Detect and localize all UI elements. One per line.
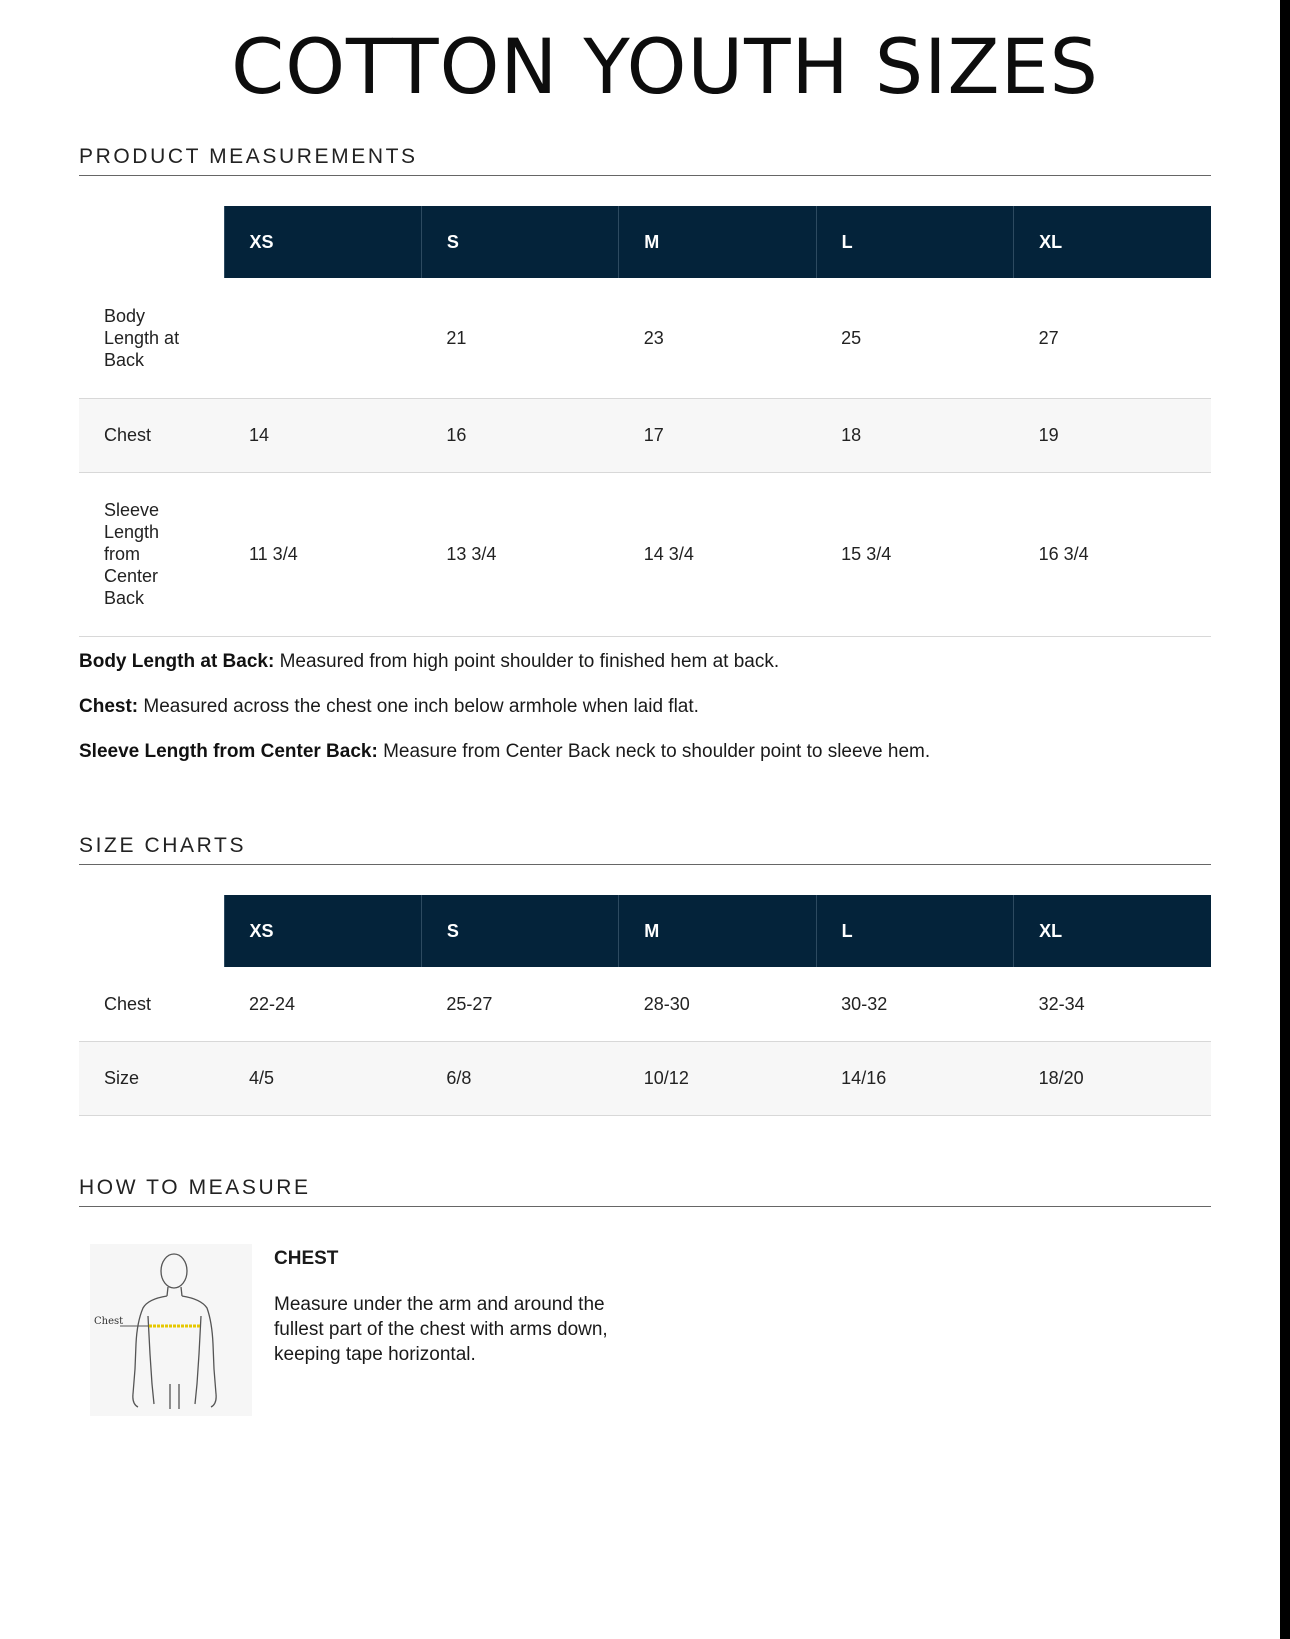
size-header-xl: XL xyxy=(1014,895,1211,967)
table-cell: 14/16 xyxy=(816,1041,1013,1115)
table-cell: 23 xyxy=(619,278,816,398)
row-label: Chest xyxy=(79,967,224,1041)
size-header-l: L xyxy=(816,206,1013,278)
body-outline-icon xyxy=(90,1244,252,1416)
table-cell: 25-27 xyxy=(421,967,618,1041)
product-measurements-heading: PRODUCT MEASUREMENTS xyxy=(79,145,1211,176)
chest-measure-title: CHEST xyxy=(274,1248,339,1269)
table-cell: 15 3/4 xyxy=(816,472,1013,636)
table-header-row xyxy=(79,895,1211,967)
table-cell: 21 xyxy=(421,278,618,398)
table-row xyxy=(79,967,1211,1041)
chest-measure-illustration xyxy=(90,1244,252,1416)
note-text: Measured from high point shoulder to finished hem at back. xyxy=(274,651,780,672)
size-header-xs: XS xyxy=(224,895,421,967)
table-cell: 27 xyxy=(1014,278,1211,398)
table-cell: 28-30 xyxy=(619,967,816,1041)
row-label: Size xyxy=(79,1041,224,1115)
note-chest xyxy=(79,696,1211,718)
size-header-m: M xyxy=(619,206,816,278)
table-row xyxy=(79,472,1211,636)
table-row xyxy=(79,398,1211,472)
table-cell: 17 xyxy=(619,398,816,472)
size-header-l: L xyxy=(816,895,1013,967)
figure-chest-label: Chest xyxy=(94,1316,124,1327)
size-header-s: S xyxy=(421,206,618,278)
how-to-measure-heading: HOW TO MEASURE xyxy=(79,1176,1211,1207)
table-cell xyxy=(224,278,421,398)
note-term: Chest: xyxy=(79,696,139,717)
table-cell: 19 xyxy=(1014,398,1211,472)
table-header-row xyxy=(79,206,1211,278)
table-cell: 22-24 xyxy=(224,967,421,1041)
table-cell: 32-34 xyxy=(1014,967,1211,1041)
note-term: Body Length at Back: xyxy=(79,651,275,672)
note-text: Measure from Center Back neck to shoulder point to sleeve hem. xyxy=(377,741,931,762)
table-cell: 16 xyxy=(421,398,618,472)
row-label: Chest xyxy=(79,398,224,472)
row-label: Body Length at Back xyxy=(79,278,224,398)
table-cell: 14 3/4 xyxy=(619,472,816,636)
row-label: Sleeve Length from Center Back xyxy=(79,472,224,636)
note-term: Sleeve Length from Center Back: xyxy=(79,741,378,762)
table-row xyxy=(79,1041,1211,1115)
note-sleeve-length xyxy=(79,741,1211,763)
note-text: Measured across the chest one inch below armhole when laid flat. xyxy=(138,696,699,717)
size-header-s: S xyxy=(421,895,618,967)
table-cell: 25 xyxy=(816,278,1013,398)
table-cell: 11 3/4 xyxy=(224,472,421,636)
table-cell: 4/5 xyxy=(224,1041,421,1115)
size-charts-heading: SIZE CHARTS xyxy=(79,834,1211,865)
table-cell: 13 3/4 xyxy=(421,472,618,636)
table-cell: 10/12 xyxy=(619,1041,816,1115)
size-header-xs: XS xyxy=(224,206,421,278)
chest-measure-instructions: Measure under the arm and around the fullest part of the chest with arms down, keeping tape horizontal. xyxy=(274,1294,608,1365)
table-cell: 14 xyxy=(224,398,421,472)
product-measurements-table xyxy=(79,206,1211,637)
header-blank-cell xyxy=(79,206,224,278)
page-title: COTTON YOUTH SIZES xyxy=(231,22,1099,111)
table-cell: 16 3/4 xyxy=(1014,472,1211,636)
table-cell: 6/8 xyxy=(421,1041,618,1115)
size-header-xl: XL xyxy=(1014,206,1211,278)
table-row xyxy=(79,278,1211,398)
table-cell: 18/20 xyxy=(1014,1041,1211,1115)
note-body-length xyxy=(79,651,1211,673)
table-cell: 18 xyxy=(816,398,1013,472)
size-charts-table xyxy=(79,895,1211,1116)
table-cell: 30-32 xyxy=(816,967,1013,1041)
measurement-notes xyxy=(79,651,1211,786)
header-blank-cell xyxy=(79,895,224,967)
size-header-m: M xyxy=(619,895,816,967)
